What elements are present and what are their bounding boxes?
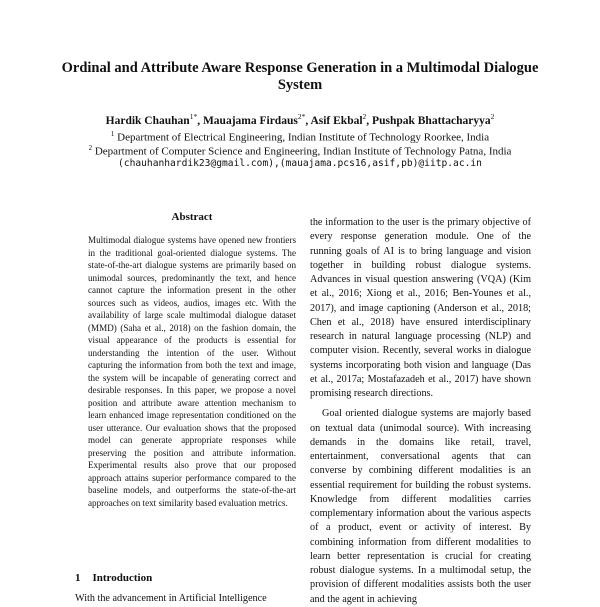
author-mark: 2 bbox=[362, 112, 367, 121]
intro-paragraph: the information to the user is the primary objective of every response generation module. One of the running goals of AI is to bring language and vision together in building robust dialogue systems. Advances in visual question answering (VQA) (Kim et al., 2016; Xiong et al., 2016; Ben-Younes et al., 2017), and image captioning (Anderson et al., 2018; Chen et al., 2018) have ensured interdisciplinary research in natural language processing (NLP) and computer vision. Recently, several works in dialogue systems incorporating both vision and language (Das et al., 2017a; Mostafazadeh et al., 2017) have shown promising research directions. bbox=[310, 217, 531, 399]
author-name: Hardik Chauhan bbox=[105, 114, 190, 127]
affiliation-mark: 1 bbox=[110, 130, 115, 138]
abstract-heading: Abstract bbox=[171, 211, 213, 223]
section-number: 1 bbox=[75, 572, 81, 584]
affiliation-text: Department of Electrical Engineering, Indian Institute of Technology Roorkee, India bbox=[117, 131, 490, 144]
abstract-text: Multimodal dialogue systems have opened new frontiers in the traditional goal-oriented dialogue systems. The state-of-the-art dialogue systems are primarily based on unimodal sources, predominantly the text, and hence cannot capture the information present in the other sources such as videos, audios, images etc. With the availability of large scale multimodal dialogue dataset (MMD) (Saha et al., 2018) on the fashion domain, the visual appearance of the products is essential for understanding the intention of the user. Without capturing the information from both the text and image, the system will be incapable of generating correct and desirable responses. In this paper, we propose a novel position and attribute aware attention mechanism to learn enhanced image representation conditioned on the user utterance. Our evaluation shows that the proposed model can generate appropriate responses while preserving the position and attribute information. Experimental results also prove that our proposed approach attains superior performance compared to the baseline models, and outperforms the state-of-the-art approaches on text similarity based evaluation metrics. bbox=[88, 235, 296, 508]
right-column bbox=[310, 216, 531, 607]
intro-paragraph: Goal oriented dialogue systems are majorly based on textual data (unimodal source). With increasing demands in the domains like retail, travel, entertainment, conversational agents that can converse by combining different modalities is an essential requirement for building the robust systems. Knowledge from different modalities carries complementary information about the various aspects of a product, event or activity of interest. By combining information from different modalities to learn better representation is crucial for creating robust dialogue systems. In a multimodal setup, the provision of different modalities assists both the user and the agent in achieving bbox=[310, 408, 531, 605]
author-mark: 2 bbox=[490, 112, 495, 121]
section-heading-introduction bbox=[75, 572, 152, 584]
affiliation-mark: 2 bbox=[88, 144, 93, 152]
author-mark: 2* bbox=[297, 112, 306, 121]
author-name: Asif Ekbal bbox=[310, 114, 363, 127]
author-emails: (chauhanhardik23@gmail.com),(mauajama.pcs16,asif,pb)@iitp.ac.in bbox=[118, 158, 482, 169]
author-mark: 1* bbox=[189, 112, 198, 121]
author-list: Hardik Chauhan$^{1*}$, Mauajama Firdaus$^{2*}$, Asif Ekbal$^2$, Pushpak Bhattacharyya$^2$ bbox=[105, 112, 495, 127]
author-name: Mauajama Firdaus bbox=[202, 114, 298, 127]
paper-title: Ordinal and Attribute Aware Response Generation in a Multimodal Dialogue System bbox=[61, 60, 539, 93]
author-name: Pushpak Bhattacharyya bbox=[372, 114, 491, 127]
intro-first-line: With the advancement in Artificial Intelligence bbox=[75, 593, 267, 604]
affiliation-text: Department of Computer Science and Engineering, Indian Institute of Technology Patna, India bbox=[94, 145, 512, 158]
section-title: Introduction bbox=[92, 572, 153, 584]
